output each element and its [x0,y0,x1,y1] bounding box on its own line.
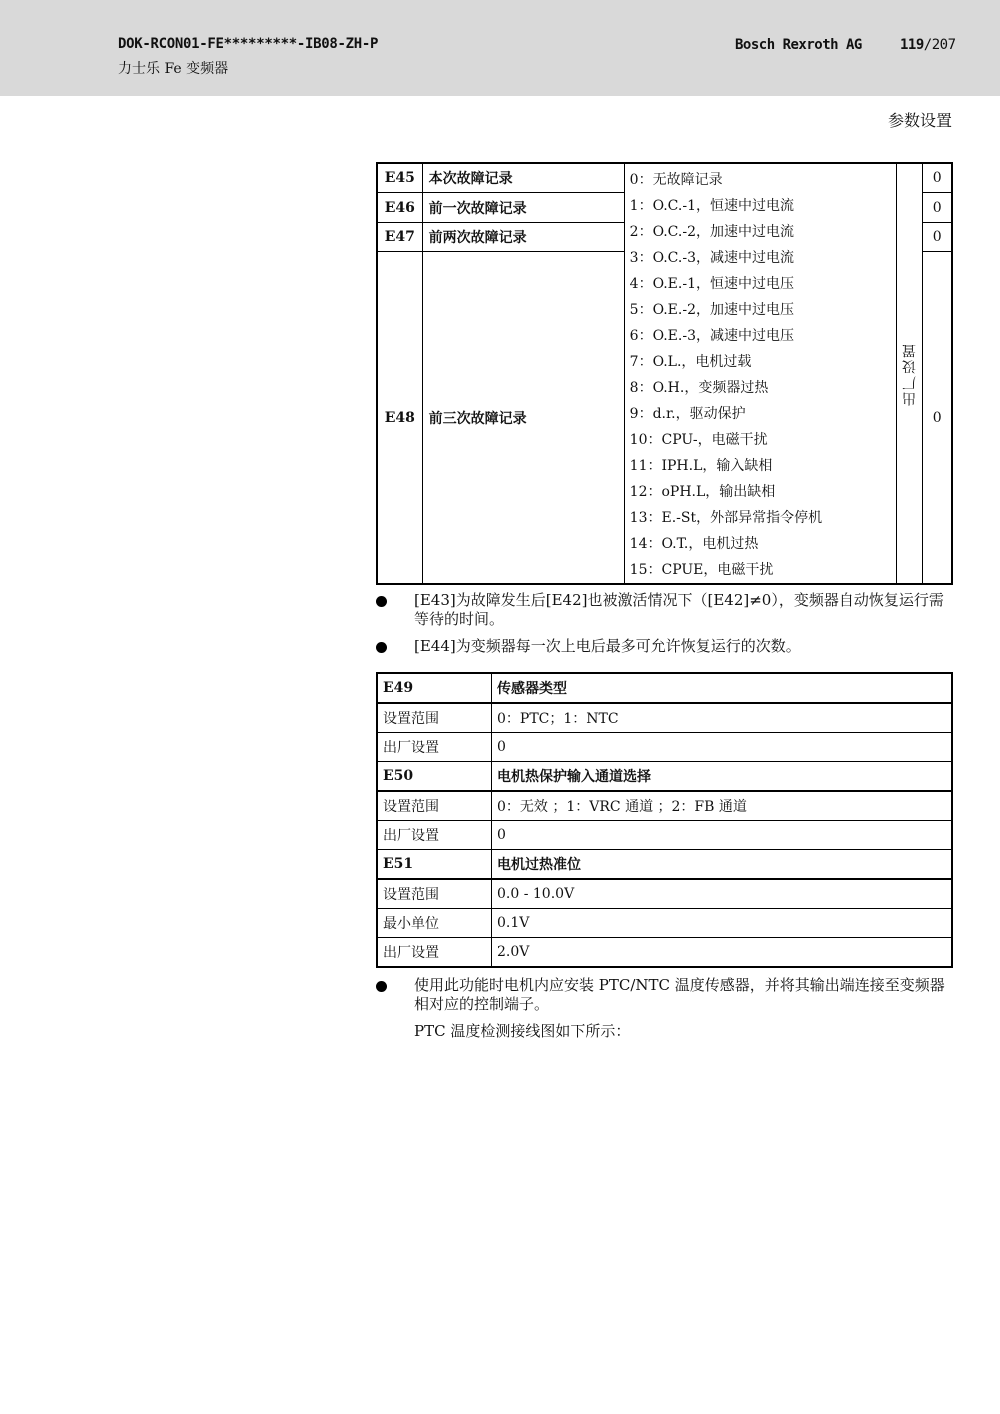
factory-setting-label-cell [896,163,923,584]
fault-option: 8：O.H.，变频器过热 [629,380,769,396]
param-code: E47 [377,222,422,251]
param-title: 电机过热准位 [492,850,953,880]
page-current: 119 [900,37,924,53]
section-title: 参数设置 [887,111,952,130]
fault-option: 5：O.E.-2，加速中过电压 [629,302,794,318]
param-code: E46 [377,193,422,222]
notes-block-2 [376,976,954,1041]
fault-option: 2：O.C.-2，加速中过电流 [629,224,794,240]
bullet-dot-icon [376,596,387,607]
param-code: E49 [377,673,492,703]
note-item [376,637,954,656]
param-name: 前三次故障记录 [422,252,624,584]
page-header [0,0,1000,96]
param-value: 2.0V [492,938,953,968]
param-label: 设置范围 [377,791,492,821]
fault-option: 4：O.E.-1，恒速中过电压 [629,276,794,292]
param-label: 设置范围 [377,879,492,909]
param-value: 0 [923,193,952,222]
param-label: 出厂设置 [377,821,492,850]
page-total: /207 [923,37,956,53]
fault-option: 1：O.C.-1，恒速中过电流 [629,198,794,214]
fault-record-table [376,162,953,585]
param-value: 0.0 - 10.0V [492,879,953,909]
param-value: 0 [923,163,952,193]
page-number [900,37,956,53]
param-value: 0 [923,252,952,584]
note-item [376,591,954,629]
bullet-dot-icon [376,981,387,992]
fault-option: 14：O.T.，电机过热 [629,536,759,552]
param-name: 前两次故障记录 [422,222,624,251]
param-code: E48 [377,252,422,584]
fault-option: 15：CPUE，电磁干扰 [629,562,774,578]
param-title: 电机热保护输入通道选择 [492,762,953,792]
fault-option: 10：CPU-，电磁干扰 [629,432,768,448]
fault-option: 13：E.-St，外部异常指令停机 [629,510,823,526]
param-name: 本次故障记录 [422,163,624,193]
param-value: 0：无效 ；1：VRC 通道 ；2：FB 通道 [492,791,953,821]
param-label: 出厂设置 [377,938,492,968]
param-title: 传感器类型 [492,673,953,703]
notes-block-1 [376,591,954,664]
fault-option: 7：O.L.，电机过载 [629,354,752,370]
fault-option: 11：IPH.L，输入缺相 [629,458,773,474]
param-label: 最小单位 [377,909,492,938]
param-value: 0 [492,733,953,762]
factory-setting-label: 出厂设置 [901,341,918,406]
fault-option: 3：O.C.-3，减速中过电流 [629,250,794,266]
param-name: 前一次故障记录 [422,193,624,222]
param-code: E51 [377,850,492,880]
param-label: 出厂设置 [377,733,492,762]
sensor-parameter-table [376,672,953,968]
note-item [376,976,954,1014]
note-plain-text: PTC 温度检测接线图如下所示： [414,1022,631,1040]
param-value: 0：PTC；1：NTC [492,703,953,733]
param-value: 0 [492,821,953,850]
fault-options-cell [624,163,896,584]
param-value: 0 [923,222,952,251]
note-text: [E43]为故障发生后[E42]也被激活情况下（[E42]≠0），变频器自动恢复运行需等待的时间。 [414,591,944,628]
param-code: E45 [377,163,422,193]
document-code: DOK-RCON01-FE*********-IB08-ZH-P [118,36,379,52]
company-name: Bosch Rexroth AG [735,37,862,53]
document-subtitle: 力士乐 Fe 变频器 [118,61,229,77]
param-value: 0.1V [492,909,953,938]
bullet-dot-icon [376,642,387,653]
param-code: E50 [377,762,492,792]
fault-option: 12：oPH.L，输出缺相 [629,484,776,500]
param-label: 设置范围 [377,703,492,733]
fault-option: 9：d.r.，驱动保护 [629,406,746,422]
fault-option: 0：无故障记录 [629,172,723,188]
fault-option: 6：O.E.-3，减速中过电压 [629,328,794,344]
note-text: 使用此功能时电机内应安装 PTC/NTC 温度传感器，并将其输出端连接至变频器相对应的控制端子。 [414,976,945,1013]
note-text: [E44]为变频器每一次上电后最多可允许恢复运行的次数。 [414,637,801,655]
